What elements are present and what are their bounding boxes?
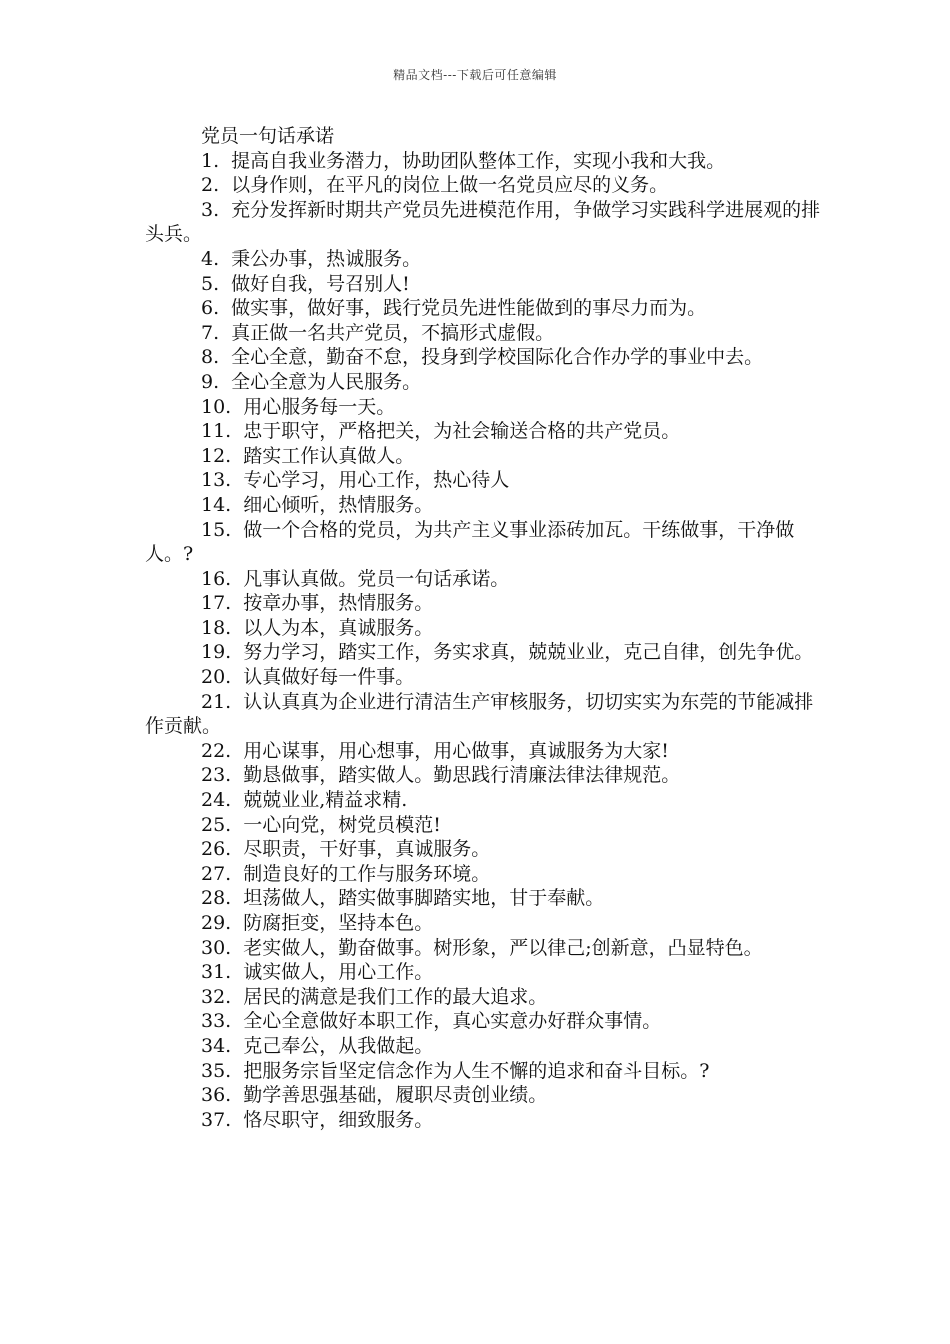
item-number: 3.	[201, 198, 220, 221]
item-number: 6.	[201, 297, 220, 320]
item-number: 21.	[201, 690, 232, 713]
item-text: 专心学习，用心工作，热心待人	[243, 469, 510, 492]
list-item	[145, 1009, 825, 1034]
item-text: 一心向党，树党员模范!	[243, 813, 441, 836]
list-item	[145, 640, 825, 665]
item-text: 真正做一名共产党员，不搞形式虚假。	[231, 321, 555, 344]
item-text: 恪尽职守，细致服务。	[243, 1108, 434, 1131]
item-text: 老实做人，勤奋做事。树形象，严以律己;创新意，凸显特色。	[243, 936, 763, 959]
item-number: 12.	[201, 444, 232, 467]
item-text: 把服务宗旨坚定信念作为人生不懈的追求和奋斗目标。?	[243, 1059, 710, 1082]
list-item	[145, 936, 825, 961]
list-item	[145, 419, 825, 444]
list-item	[145, 198, 825, 247]
item-number: 5.	[201, 272, 220, 295]
item-text: 用心服务每一天。	[243, 395, 396, 418]
list-item	[145, 788, 825, 813]
item-text: 克己奉公，从我做起。	[243, 1034, 434, 1057]
item-number: 9.	[201, 370, 220, 393]
item-text: 做一个合格的党员，为共产主义事业添砖加瓦。干练做事，干净做人。?	[145, 518, 795, 566]
item-text: 努力学习，踏实工作，务实求真，兢兢业业，克己自律，创先争优。	[243, 641, 814, 664]
item-number: 32.	[201, 985, 232, 1008]
list-item	[145, 173, 825, 198]
item-text: 充分发挥新时期共产党员先进模范作用，争做学习实践科学进展观的排头兵。	[145, 198, 821, 246]
page-header: 精品文档---下载后可任意编辑	[393, 68, 557, 82]
list-item	[145, 272, 825, 297]
item-number: 37.	[201, 1108, 232, 1131]
item-number: 36.	[201, 1084, 232, 1107]
document-body	[145, 124, 825, 1132]
list-item	[145, 518, 825, 567]
item-text: 全心全意，勤奋不怠，投身到学校国际化合作办学的事业中去。	[231, 346, 764, 369]
item-number: 2.	[201, 174, 220, 197]
item-number: 18.	[201, 616, 232, 639]
commitment-list	[145, 149, 825, 1133]
list-item	[145, 886, 825, 911]
list-item	[145, 567, 825, 592]
item-number: 25.	[201, 813, 232, 836]
list-item	[145, 1083, 825, 1108]
item-text: 坦荡做人，踏实做事脚踏实地，甘于奉献。	[243, 887, 605, 910]
item-text: 全心全意做好本职工作，真心实意办好群众事情。	[243, 1010, 662, 1033]
item-text: 以人为本，真诚服务。	[243, 616, 434, 639]
list-item	[145, 321, 825, 346]
list-item	[145, 591, 825, 616]
item-text: 提高自我业务潜力，协助团队整体工作，实现小我和大我。	[231, 149, 726, 172]
item-number: 31.	[201, 961, 232, 984]
list-item	[145, 739, 825, 764]
item-number: 22.	[201, 739, 232, 762]
item-text: 全心全意为人民服务。	[231, 370, 422, 393]
item-number: 13.	[201, 469, 232, 492]
list-item	[145, 616, 825, 641]
item-number: 29.	[201, 912, 232, 934]
list-item	[145, 149, 825, 174]
list-item	[145, 985, 825, 1010]
item-text: 凡事认真做。党员一句话承诺。	[243, 567, 510, 590]
list-item	[145, 1108, 825, 1133]
item-text: 居民的满意是我们工作的最大追求。	[243, 985, 548, 1008]
list-item	[145, 395, 825, 420]
item-number: 35.	[201, 1059, 232, 1082]
list-item	[145, 862, 825, 887]
item-number: 16.	[201, 567, 232, 590]
list-item	[145, 444, 825, 469]
item-number: 28.	[201, 887, 232, 910]
item-number: 7.	[201, 321, 220, 344]
list-item	[145, 690, 825, 739]
item-number: 23.	[201, 764, 232, 787]
item-number: 34.	[201, 1034, 232, 1057]
item-text: 细心倾听，热情服务。	[243, 493, 434, 516]
list-item	[145, 665, 825, 690]
document-title: 党员一句话承诺	[201, 125, 335, 147]
list-item	[145, 911, 825, 936]
list-item	[145, 837, 825, 862]
list-item	[145, 345, 825, 370]
item-text: 制造良好的工作与服务环境。	[243, 862, 491, 885]
item-text: 诚实做人，用心工作。	[243, 961, 434, 984]
item-number: 27.	[201, 862, 232, 885]
item-text: 尽职责，干好事，真诚服务。	[243, 838, 491, 861]
item-number: 30.	[201, 936, 232, 959]
item-text: 认真做好每一件事。	[243, 666, 415, 689]
item-number: 26.	[201, 838, 232, 861]
item-text: 兢兢业业,精益求精.	[243, 789, 408, 812]
item-text: 勤学善思强基础，履职尽责创业绩。	[243, 1084, 548, 1107]
item-number: 8.	[201, 346, 220, 369]
item-number: 24.	[201, 789, 232, 812]
list-item	[145, 960, 825, 985]
item-text: 做实事，做好事，践行党员先进性能做到的事尽力而为。	[231, 297, 707, 320]
item-number: 20.	[201, 666, 232, 689]
item-number: 17.	[201, 592, 232, 615]
list-item	[145, 247, 825, 272]
list-item	[145, 1034, 825, 1059]
item-number: 1.	[201, 149, 220, 172]
item-text: 按章办事，热情服务。	[243, 592, 434, 615]
item-number: 10.	[201, 395, 232, 418]
list-item	[145, 493, 825, 518]
item-text: 秉公办事，热诚服务。	[231, 247, 422, 270]
item-number: 33.	[201, 1010, 232, 1033]
item-text: 勤恳做事，踏实做人。勤思践行清廉法律法律规范。	[243, 764, 681, 787]
item-number: 19.	[201, 641, 232, 664]
item-text: 踏实工作认真做人。	[243, 444, 415, 467]
item-text: 防腐拒变，坚持本色。	[243, 912, 434, 934]
list-item	[145, 370, 825, 395]
item-number: 11.	[201, 420, 232, 443]
item-number: 15.	[201, 518, 232, 541]
list-item	[145, 763, 825, 788]
item-text: 认认真真为企业进行清洁生产审核服务，切切实实为东莞的节能减排作贡献。	[145, 690, 814, 738]
list-item	[145, 813, 825, 838]
item-text: 以身作则，在平凡的岗位上做一名党员应尽的义务。	[231, 174, 669, 197]
list-item	[145, 296, 825, 321]
list-item	[145, 468, 825, 493]
item-number: 14.	[201, 493, 232, 516]
item-text: 用心谋事，用心想事，用心做事，真诚服务为大家!	[243, 739, 669, 762]
item-text: 做好自我，号召别人!	[231, 272, 410, 295]
item-text: 忠于职守，严格把关，为社会输送合格的共产党员。	[243, 420, 681, 443]
item-number: 4.	[201, 247, 220, 270]
list-item	[145, 1059, 825, 1084]
